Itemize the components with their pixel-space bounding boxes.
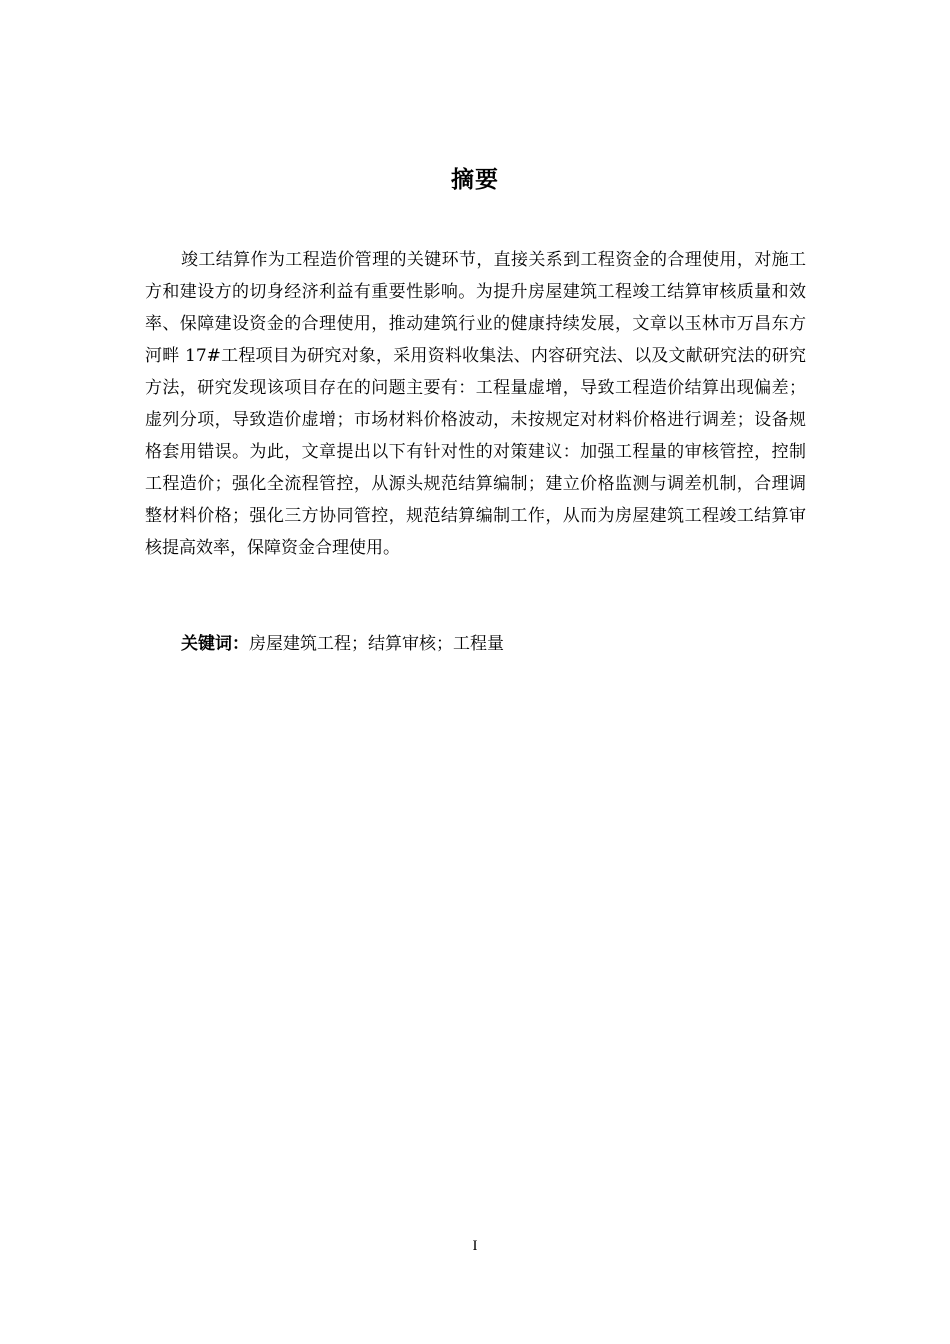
page-number: I — [472, 1238, 478, 1254]
keywords-label: 关键词： — [181, 634, 249, 654]
keywords-line — [181, 628, 504, 660]
abstract-paragraph: 竣工结算作为工程造价管理的关键环节，直接关系到工程资金的合理使用，对施工方和建设方的切身经济利益有重要性影响。为提升房屋建筑工程竣工结算审核质量和效率、保障建设资金的合理使用，推动建筑行业的健康持续发展，文章以玉林市万昌东方河畔 17#工程项目为研究对象，采用资料收集法、内容研究法、以及文献研究法的研究方法，研究发现该项目存在的问题主要有：工程量虚增，导致工程造价结算出现偏差；虚列分项，导致造价虚增；市场材料价格波动，未按规定对材料价格进行调差；设备规格套用错误。为此，文章提出以下有针对性的对策建议：加强工程量的审核管控，控制工程造价；强化全流程管控，从源头规范结算编制；建立价格监测与调差机制，合理调整材料价格；强化三方协同管控，规范结算编制工作，从而为房屋建筑工程竣工结算审核提高效率，保障资金合理使用。 — [145, 250, 806, 558]
abstract-title: 摘要 — [451, 167, 499, 193]
keywords-value: 房屋建筑工程；结算审核；工程量 — [249, 634, 504, 654]
